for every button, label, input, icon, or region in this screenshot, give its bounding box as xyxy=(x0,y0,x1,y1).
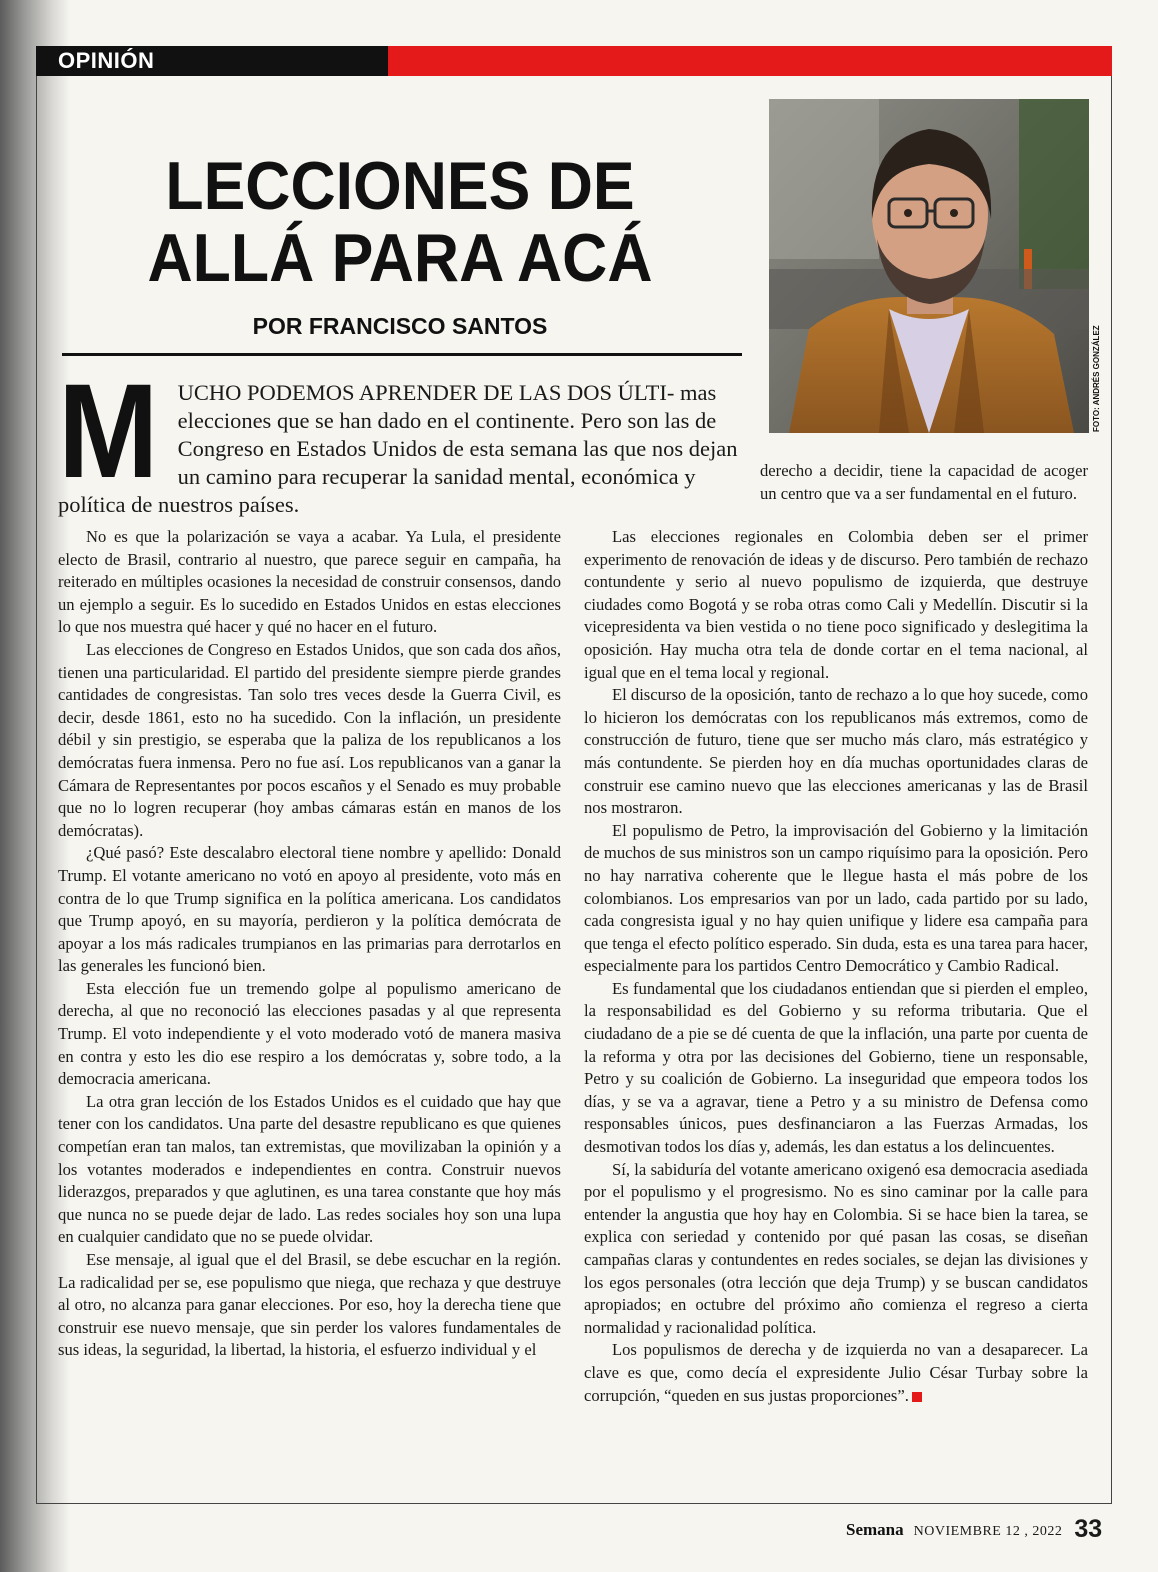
issue-date: NOVIEMBRE 12 , 2022 xyxy=(913,1524,1063,1539)
lead-paragraph xyxy=(58,357,738,519)
left-column-continuation: derecho a decidir, tiene la capacidad de acoger un centro que va a ser fundamental en el futuro. xyxy=(760,461,1088,503)
drop-cap: M xyxy=(58,357,159,506)
paragraph: El discurso de la oposición, tanto de rechazo a lo que hoy sucede, como lo hicieron los demócratas con los republicanos más extremos, como de construcción de futuro, tiene que ser mucho más claro, más estratégico y más contundente. Se pierden hoy en día muchas oportunidades claras de construir ese camino nuevo que las elecciones americanas y las de Brasil nos mostraron. xyxy=(584,685,1089,818)
section-label: OPINIÓN xyxy=(58,48,155,73)
article-column-right xyxy=(584,526,1088,1407)
paragraph: Sí, la sabiduría del votante americano oxigenó esa democracia asediada por el populismo y el progresismo. No es sino caminar por la calle para entender la angustia que hoy hay en Colombia. Si se hace bien la tarea, se explica con seriedad y contenido por qué pasan las cosas, se diseñan campañas claras y contundentes en redes sociales, se dejan las divisiones y los egos personales (otra lección que deja Trump) y se buscan candidatos apropiados; en octubre del próximo año comienza el regreso a cierta normalidad y racionalidad política. xyxy=(584,1159,1088,1337)
author-photo-image xyxy=(769,99,1089,433)
page-footer xyxy=(846,1515,1103,1544)
headline-line-2: ALLÁ PARA ACÁ xyxy=(147,220,653,296)
byline: POR FRANCISCO SANTOS xyxy=(252,313,548,339)
paragraph: La otra gran lección de los Estados Unidos es el cuidado que hay que tener con los candidatos. Una parte del desastre republicano es que quienes competían eran tan malos, tan extremistas, que movilizaban la opinión y a los votantes moderados e independientes en contra. Construir nuevos liderazgos, preparados y que aglutinen, es una tarea constante que hoy más que nunca no se puede dejar de lado. Las redes sociales hoy son una lupa en cualquier candidato que no se puede olvidar. xyxy=(58,1091,561,1247)
lead-text: UCHO PODEMOS APRENDER DE LAS DOS ÚLTI- mas elecciones que se han dado en el continente. Pero son las de Congreso en Estados Unidos de esta semana las que nos dejan un camino para recuperar la sanidad mental, económica y política de nuestros países. xyxy=(58,380,738,517)
page-number: 33 xyxy=(1074,1515,1103,1543)
final-paragraph-text: Los populismos de derecha y de izquierda no van a desaparecer. La clave es que, como decía el expresidente Julio César Turbay sobre la corrupción, “queden en sus justas proporciones”. xyxy=(584,1340,1088,1405)
headline-rule xyxy=(62,353,742,356)
paragraph: Ese mensaje, al igual que el del Brasil, se debe escuchar en la región. La radicalidad per se, ese populismo que niega, que rechaza y que destruye al otro, no alcanza para ganar elecciones. Por eso, hoy la derecha tiene que construir ese nuevo mensaje, que sin perder los valores fundamentales de sus ideas, la seguridad, la libertad, la historia, el esfuerzo individual y el xyxy=(58,1250,561,1360)
paragraph: Las elecciones de Congreso en Estados Unidos, que son cada dos años, tienen una particularidad. El partido del presidente siempre pierde grandes cantidades de congresistas. Tan solo tres veces desde la Guerra Civil, es decir, desde 1861, esto no ha sucedido. Con la inflación, un presidente débil y sin prestigio, se esperaba que la paliza de los republicanos a los demócratas fuera inmensa. Pero no fue así. Los republicanos van a ganar la Cámara de Representantes por pocos escaños y el Senado es muy probable que no lo logren recuperar (hoy ambas cámaras están en manos de los demócratas). xyxy=(58,639,561,840)
section-bar-red xyxy=(388,46,1112,76)
magazine-name: Semana xyxy=(846,1520,904,1539)
paragraph: Es fundamental que los ciudadanos entiendan que si pierden el empleo, la responsabilidad es del Gobierno y su reforma tributaria. Que el ciudadano de a pie se dé cuenta de que la inflación, una parte por cuenta de la reforma y otra por las decisiones del Gobierno, tiene un responsable, Petro y su coalición de Gobierno. La inseguridad que empeora todos los días, y se va a agravar, tiene a Petro y a su ministro de Defensa como responsables únicos, pues desfinanciaron a las Fuerzas Armadas, los desmotivan todos los días y, además, les dan estatus a los delincuentes. xyxy=(584,978,1088,1157)
paragraph: El populismo de Petro, la improvisación del Gobierno y la limitación de muchos de sus ministros son un campo riquísimo para la oposición. Pero no hay narrativa coherente que le llegue hasta el más pobre de los colombianos. Los empresarios van por un lado, cada partido por su lado, cada congresista igual y no hay quien unifique y lidere esa campaña para que tenga el efecto político esperado. Sin duda, esta es una tarea para hacer, especialmente para los partidos Centro Democrático y Cambio Radical. xyxy=(584,820,1088,976)
end-of-article-square-icon xyxy=(912,1392,922,1402)
headline xyxy=(87,150,713,294)
section-header-bar xyxy=(36,46,1112,76)
paragraph: Esta elección fue un tremendo golpe al populismo americano de derecha, al que no reconoció las elecciones pasadas y al que representa Trump. El voto independiente y el voto moderado votó de manera masiva en contra y esto les dio ese respiro a los demócratas y, sobre todo, a la democracia americana. xyxy=(58,978,561,1089)
photo-credit: FOTO: ANDRÉS GONZÁLEZ xyxy=(1092,325,1101,432)
paragraph: No es que la polarización se vaya a acabar. Ya Lula, el presidente electo de Brasil, contrario al nuestro, que parece seguir en campaña, ha reiterado en múltiples ocasiones la necesidad de construir consensos, dando un ejemplo a seguir. Es lo sucedido en Estados Unidos en estas elecciones lo que nos muestra qué hacer y qué no hacer en el futuro. xyxy=(58,527,561,637)
headline-line-1: LECCIONES DE xyxy=(165,148,635,224)
paragraph: Las elecciones regionales en Colombia deben ser el primer experimento de renovación de ideas y de discurso. Pero también de rechazo contundente y serio al nuevo populismo de izquierda, que destruye ciudades como Bogotá y se roba otras como Cali y Medellín. Discutir si la vicepresidenta va bien vestida o no tiene poco significado y deslegitima la oposición. Hay mucha otra tela de donde cortar en el tema nacional, al igual que en el tema local y regional. xyxy=(584,527,1088,682)
author-photo xyxy=(769,99,1089,433)
article-column-left xyxy=(58,526,561,1362)
paragraph: ¿Qué pasó? Este descalabro electoral tiene nombre y apellido: Donald Trump. El votante americano no votó en apoyo al presidente, voto más en contra de lo que Trump significa en la política americana. Los candidatos que Trump apoyó, en su mayoría, perdieron y la política demócrata de apoyar a los más radicales trumpianos en las primarias para derrotarlos en las generales les funcionó bien. xyxy=(58,843,561,976)
final-paragraph xyxy=(584,1339,1088,1407)
